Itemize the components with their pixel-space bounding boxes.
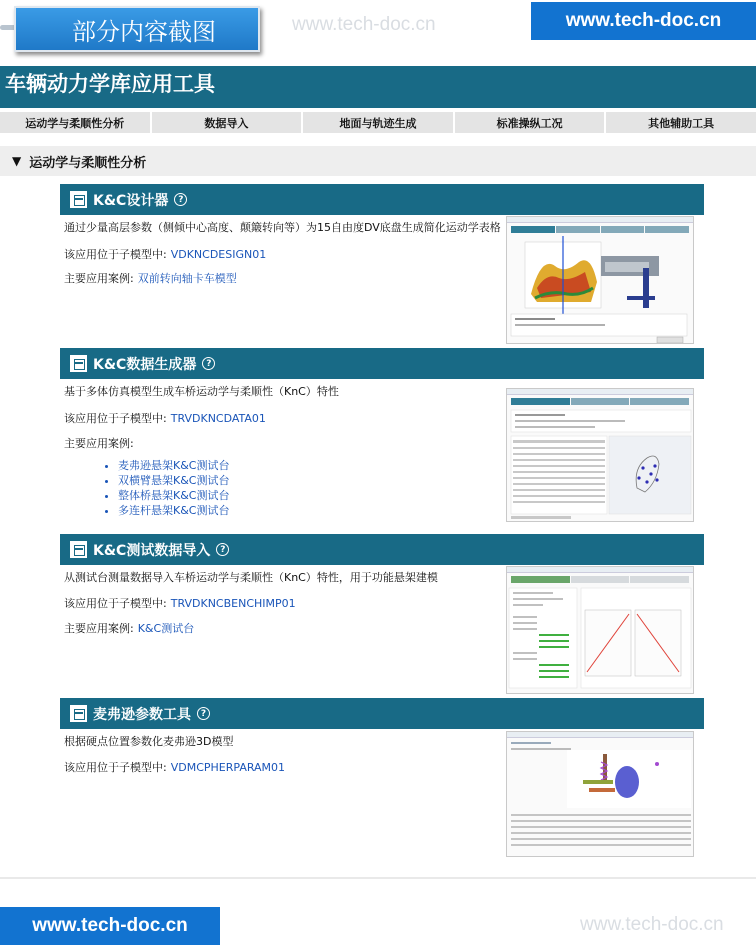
tool-title: K&C设计器: [93, 192, 169, 209]
cases-row: [64, 435, 134, 451]
page-title-bar: [0, 66, 756, 108]
app-window-icon: [70, 191, 87, 208]
curve-plot-image: [507, 586, 694, 694]
tool-title: K&C数据生成器: [93, 356, 197, 373]
knc-test-import-screenshot: [506, 566, 694, 694]
submodel-label: 该应用位于子模型中:: [64, 248, 167, 261]
screenshot-badge: [14, 6, 260, 52]
tool-header: [60, 348, 704, 379]
nav-tabs: [0, 112, 756, 133]
case-link-multilink[interactable]: • 多连杆悬架K&C测试台: [118, 503, 229, 518]
knc-designer-screenshot: [506, 216, 694, 344]
submodel-link[interactable]: TRVDKNCDATA01: [170, 412, 266, 425]
page-title: 车辆动力学库应用工具: [5, 72, 215, 96]
tool-description: 基于多体仿真模型生成车桥运动学与柔顺性（KnC）特性: [64, 385, 339, 398]
tab-other-tools[interactable]: 其他辅助工具: [606, 112, 756, 133]
tool-card-macpherson-param: [60, 698, 704, 858]
tool-card-knc-test-import: [60, 534, 704, 694]
help-icon[interactable]: ?: [197, 707, 210, 720]
case-link[interactable]: 双前转向轴卡车模型: [137, 272, 237, 285]
case-link-macpherson[interactable]: • 麦弗逊悬架K&C测试台: [118, 458, 229, 473]
tool-description: 根据硬点位置参数化麦弗逊3D模型: [64, 735, 234, 748]
case-link-double-wishbone[interactable]: • 双横臂悬架K&C测试台: [118, 473, 229, 488]
submodel-row: [64, 759, 285, 775]
site-url-bottom[interactable]: www.tech-doc.cn: [0, 907, 220, 945]
app-window-icon: [70, 705, 87, 722]
watermark-bottom: www.tech-doc.cn: [580, 914, 724, 935]
section-title: 运动学与柔顺性分析: [29, 155, 147, 171]
tool-description: 通过少量高层参数（侧倾中心高度、颠簸转向等）为15自由度DV底盘生成简化运动学表格: [64, 221, 501, 234]
tool-description: 从测试台测量数据导入车桥运动学与柔顺性（KnC）特性，用于功能悬架建模: [64, 571, 438, 584]
cases-row: [64, 270, 237, 286]
submodel-row: [64, 246, 266, 262]
tab-data-import[interactable]: 数据导入: [152, 112, 302, 133]
tool-header: [60, 534, 704, 565]
case-list: [104, 458, 229, 518]
submodel-link[interactable]: VDKNCDESIGN01: [170, 248, 267, 261]
cases-label: 主要应用案例:: [64, 437, 134, 450]
tool-header: [60, 698, 704, 729]
surface-plot-image: [507, 236, 694, 344]
case-link[interactable]: K&C测试台: [137, 622, 195, 635]
tab-road-trajectory[interactable]: 地面与轨迹生成: [303, 112, 453, 133]
help-icon[interactable]: ?: [174, 193, 187, 206]
submodel-row: [64, 595, 296, 611]
help-icon[interactable]: ?: [202, 357, 215, 370]
site-url-top[interactable]: www.tech-doc.cn: [531, 2, 756, 40]
cases-row: [64, 620, 194, 636]
knc-data-generator-screenshot: [506, 388, 694, 522]
tool-card-knc-data-generator: [60, 348, 704, 522]
section-header[interactable]: [0, 146, 756, 176]
case-link-solid-axle[interactable]: • 整体桥悬架K&C测试台: [118, 488, 229, 503]
footer-divider: [0, 877, 756, 879]
cases-label: 主要应用案例:: [64, 272, 134, 285]
collapse-triangle-icon[interactable]: ▼: [12, 154, 22, 168]
submodel-label: 该应用位于子模型中:: [64, 761, 167, 774]
submodel-label: 该应用位于子模型中:: [64, 597, 167, 610]
tab-standard-maneuvers[interactable]: 标准操纵工况: [455, 112, 605, 133]
submodel-row: [64, 410, 266, 426]
submodel-label: 该应用位于子模型中:: [64, 412, 167, 425]
tool-header: [60, 184, 704, 215]
submodel-link[interactable]: VDMCPHERPARAM01: [170, 761, 286, 774]
cases-label: 主要应用案例:: [64, 622, 134, 635]
tool-card-knc-designer: [60, 184, 704, 344]
help-icon[interactable]: ?: [216, 543, 229, 556]
suspension-model-image: [507, 738, 694, 856]
app-window-icon: [70, 355, 87, 372]
tab-kinematics-compliance[interactable]: 运动学与柔顺性分析: [0, 112, 150, 133]
badge-label: 部分内容截图: [72, 17, 216, 46]
submodel-link[interactable]: TRVDKNCBENCHIMP01: [170, 597, 296, 610]
watermark-top: www.tech-doc.cn: [292, 14, 436, 35]
tool-title: K&C测试数据导入: [93, 542, 211, 559]
tool-title: 麦弗逊参数工具: [93, 706, 191, 723]
app-window-icon: [70, 541, 87, 558]
data-table-image: [507, 408, 694, 522]
macpherson-param-screenshot: [506, 731, 694, 857]
